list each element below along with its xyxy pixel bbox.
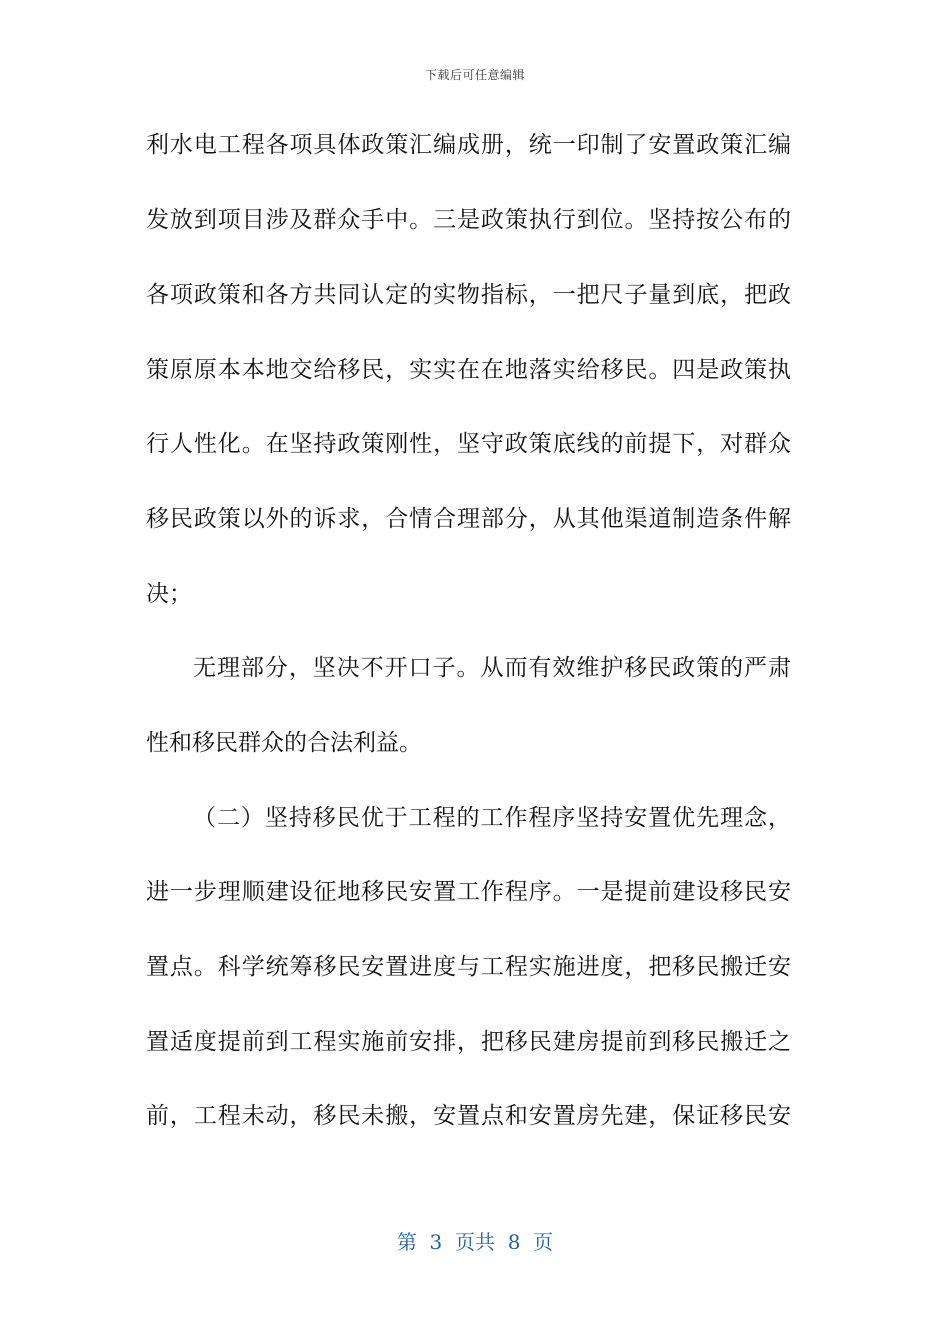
text-line: 决；	[146, 581, 192, 607]
text-line: 策原原本本地交给移民，实实在在地落实给移民。四是政策执	[146, 357, 791, 383]
text-line: （二）坚持移民优于工程的工作程序坚持安置优先理念，	[193, 805, 791, 831]
page-header: 下载后可任意编辑	[424, 68, 525, 82]
text-line: 移民政策以外的诉求，合情合理部分，从其他渠道制造条件解	[146, 506, 791, 532]
page-number-footer: 第 3 页共 8 页	[396, 1230, 554, 1254]
text-line: 行人性化。在坚持政策刚性，坚守政策底线的前提下，对群众	[146, 431, 791, 457]
text-line: 前，工程未动，移民未搬，安置点和安置房先建，保证移民安	[146, 1103, 791, 1129]
text-line: 无理部分，坚决不开口子。从而有效维护移民政策的严肃	[193, 655, 791, 681]
text-line: 发放到项目涉及群众手中。三是政策执行到位。坚持按公布的	[146, 207, 791, 233]
text-line: 进一步理顺建设征地移民安置工作程序。一是提前建设移民安	[146, 879, 791, 905]
text-line: 利水电工程各项具体政策汇编成册，统一印制了安置政策汇编	[146, 132, 791, 158]
text-line: 各项政策和各方共同认定的实物指标，一把尺子量到底，把政	[146, 282, 791, 308]
text-line: 置点。科学统筹移民安置进度与工程实施进度，把移民搬迁安	[146, 954, 791, 980]
text-line: 性和移民群众的合法利益。	[146, 730, 422, 756]
text-line: 置适度提前到工程实施前安排，把移民建房提前到移民搬迁之	[146, 1029, 791, 1055]
